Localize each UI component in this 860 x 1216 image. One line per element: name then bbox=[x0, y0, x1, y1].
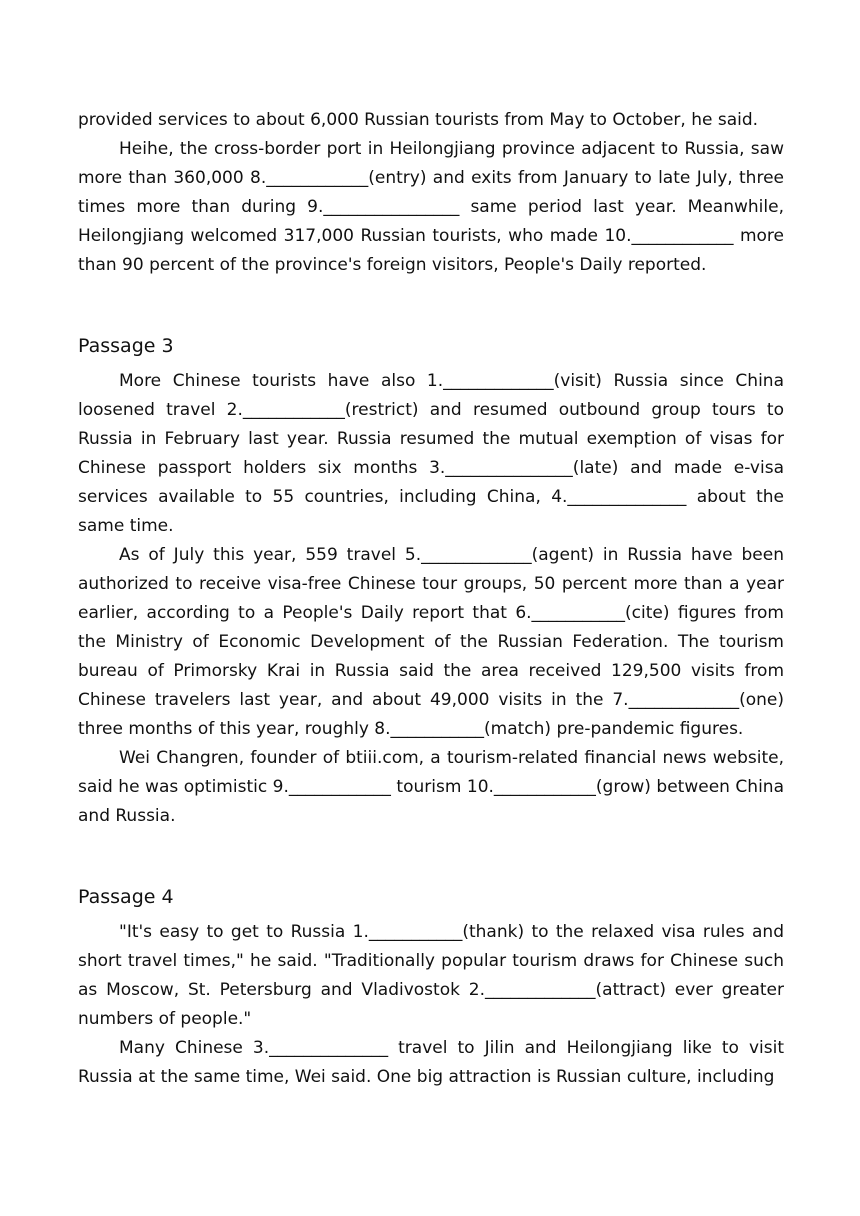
paragraph: Wei Changren, founder of btiii.com, a tourism-related financial news website, said he was optimistic 9.____________ tourism 10.____________(grow) between China and Russia. bbox=[78, 748, 784, 826]
spacer bbox=[78, 831, 784, 882]
spacer bbox=[78, 280, 784, 331]
section-heading-passage-3: Passage 3 bbox=[78, 335, 174, 357]
paragraph: As of July this year, 559 travel 5._____________(agent) in Russia have been authorized to receive visa-free Chinese tour groups, 50 percent more than a year earlier, according to a People's Daily report that 6.___________(cite) figures from the Ministry of Economic Development of the Russian Federation. The tourism bureau of Primorsky Krai in Russia said the area received 129,500 visits from Chinese travelers last year, and about 49,000 visits in the 7._____________(one) three months of this year, roughly 8.___________(match) pre-pandemic figures. bbox=[78, 545, 784, 739]
paragraph: Many Chinese 3.______________ travel to Jilin and Heilongjiang like to visit Russia at the same time, Wei said. One big attraction is Russian culture, including bbox=[78, 1038, 784, 1087]
paragraph: provided services to about 6,000 Russian tourists from May to October, he said. bbox=[78, 110, 759, 130]
paragraph: More Chinese tourists have also 1._____________(visit) Russia since China loosened travel 2.____________(restrict) and resumed outbound group tours to Russia in February last year. Russia resumed the mutual exemption of visas for Chinese passport holders six months 3._______________(late) and made e-visa services available to 55 countries, including China, 4.______________ about the same time. bbox=[78, 371, 784, 536]
paragraph: "It's easy to get to Russia 1.___________(thank) to the relaxed visa rules and short travel times," he said. "Traditionally popular tourism draws for Chinese such as Moscow, St. Petersburg and Vladivostok 2._____________(attract) ever greater numbers of people." bbox=[78, 922, 784, 1029]
section-heading-passage-4: Passage 4 bbox=[78, 886, 174, 908]
paragraph: Heihe, the cross-border port in Heilongjiang province adjacent to Russia, saw more than 360,000 8.____________(entry) and exits from January to late July, three times more than during 9.________________ same period last year. Meanwhile, Heilongjiang welcomed 317,000 Russian tourists, who made 10.____________ more than 90 percent of the province's foreign visitors, People's Daily reported. bbox=[78, 139, 784, 275]
document-page bbox=[78, 106, 784, 1092]
